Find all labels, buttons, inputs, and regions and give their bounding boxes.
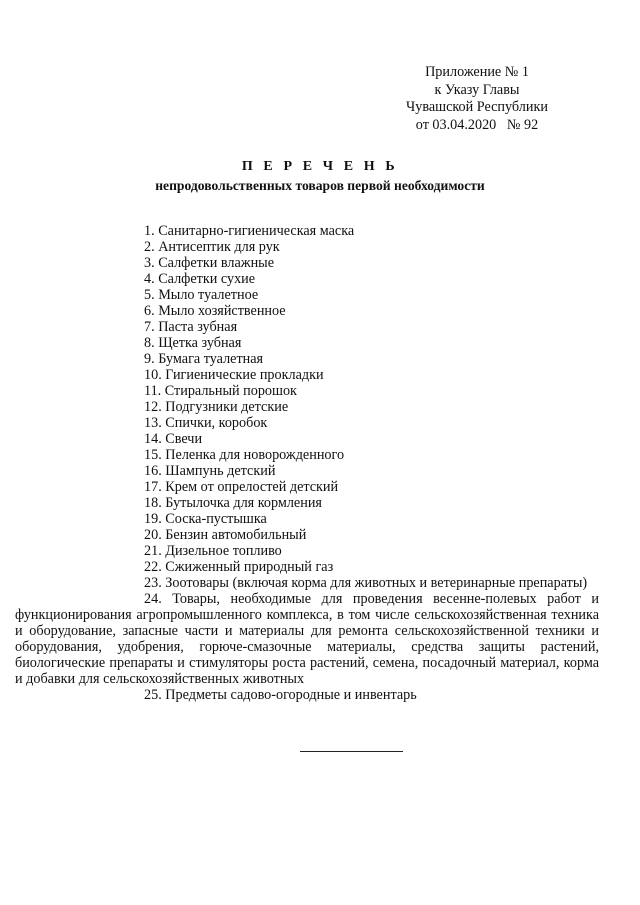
appendix-line-decree: к Указу Главы bbox=[434, 81, 520, 98]
list-item: 23. Зоотовары (включая корма для животных и ветеринарные препараты) bbox=[144, 575, 588, 591]
appendix-line-number: Приложение № 1 bbox=[425, 64, 529, 80]
list-item: 25. Предметы садово-огородные и инвентарь bbox=[144, 687, 417, 703]
list-item: 18. Бутылочка для кормления bbox=[144, 495, 322, 511]
list-item: 24. Товары, необходимые для проведения весенне-полевых работ и функционирования агропромышленного комплекса, в том числе сельскохозяйственная техника и оборудование, запасные части и материалы для ремонта сельскохозяйственной техники и оборудования, удобрения, горюче-смазочные материалы, средства защиты растений, биологические препараты и стимуляторы роста растений, семена, посадочный материал, корма и добавки для сельскохозяйственных животных bbox=[15, 591, 599, 687]
document-subtitle: непродовольственных товаров первой необходимости bbox=[155, 178, 485, 193]
list-item: 5. Мыло туалетное bbox=[144, 287, 259, 303]
list-item: 20. Бензин автомобильный bbox=[144, 527, 307, 543]
list-item: 9. Бумага туалетная bbox=[144, 351, 264, 367]
list-item: 4. Салфетки сухие bbox=[144, 271, 256, 287]
list-item: 19. Соска-пустышка bbox=[144, 511, 267, 527]
list-item: 11. Стиральный порошок bbox=[144, 383, 297, 399]
document-title: П Е Р Е Ч Е Н Ь bbox=[241, 159, 399, 174]
goods-list bbox=[15, 223, 599, 703]
list-item: 16. Шампунь детский bbox=[144, 463, 276, 479]
list-item: 10. Гигиенические прокладки bbox=[144, 367, 324, 383]
list-item: 3. Салфетки влажные bbox=[144, 255, 274, 271]
long-item-wrap bbox=[15, 591, 599, 687]
list-item: 2. Антисептик для рук bbox=[144, 239, 280, 255]
list-item: 15. Пеленка для новорожденного bbox=[144, 447, 345, 463]
list-item: 22. Сжиженный природный газ bbox=[144, 559, 334, 575]
closing-rule bbox=[300, 751, 403, 752]
appendix-line-republic: Чувашской Республики bbox=[406, 99, 548, 115]
list-item: 12. Подгузники детские bbox=[144, 399, 289, 415]
list-item: 7. Паста зубная bbox=[144, 319, 238, 335]
appendix-header bbox=[377, 64, 577, 134]
list-item: 21. Дизельное топливо bbox=[144, 543, 282, 559]
list-item: 8. Щетка зубная bbox=[144, 335, 242, 351]
list-item: 1. Санитарно-гигиеническая маска bbox=[144, 223, 355, 239]
list-item: 13. Спички, коробок bbox=[144, 415, 268, 431]
list-item: 17. Крем от опрелостей детский bbox=[144, 479, 339, 495]
list-item: 14. Свечи bbox=[144, 431, 203, 447]
appendix-line-date: от 03.04.2020 № 92 bbox=[415, 116, 539, 133]
list-item: 6. Мыло хозяйственное bbox=[144, 303, 286, 319]
